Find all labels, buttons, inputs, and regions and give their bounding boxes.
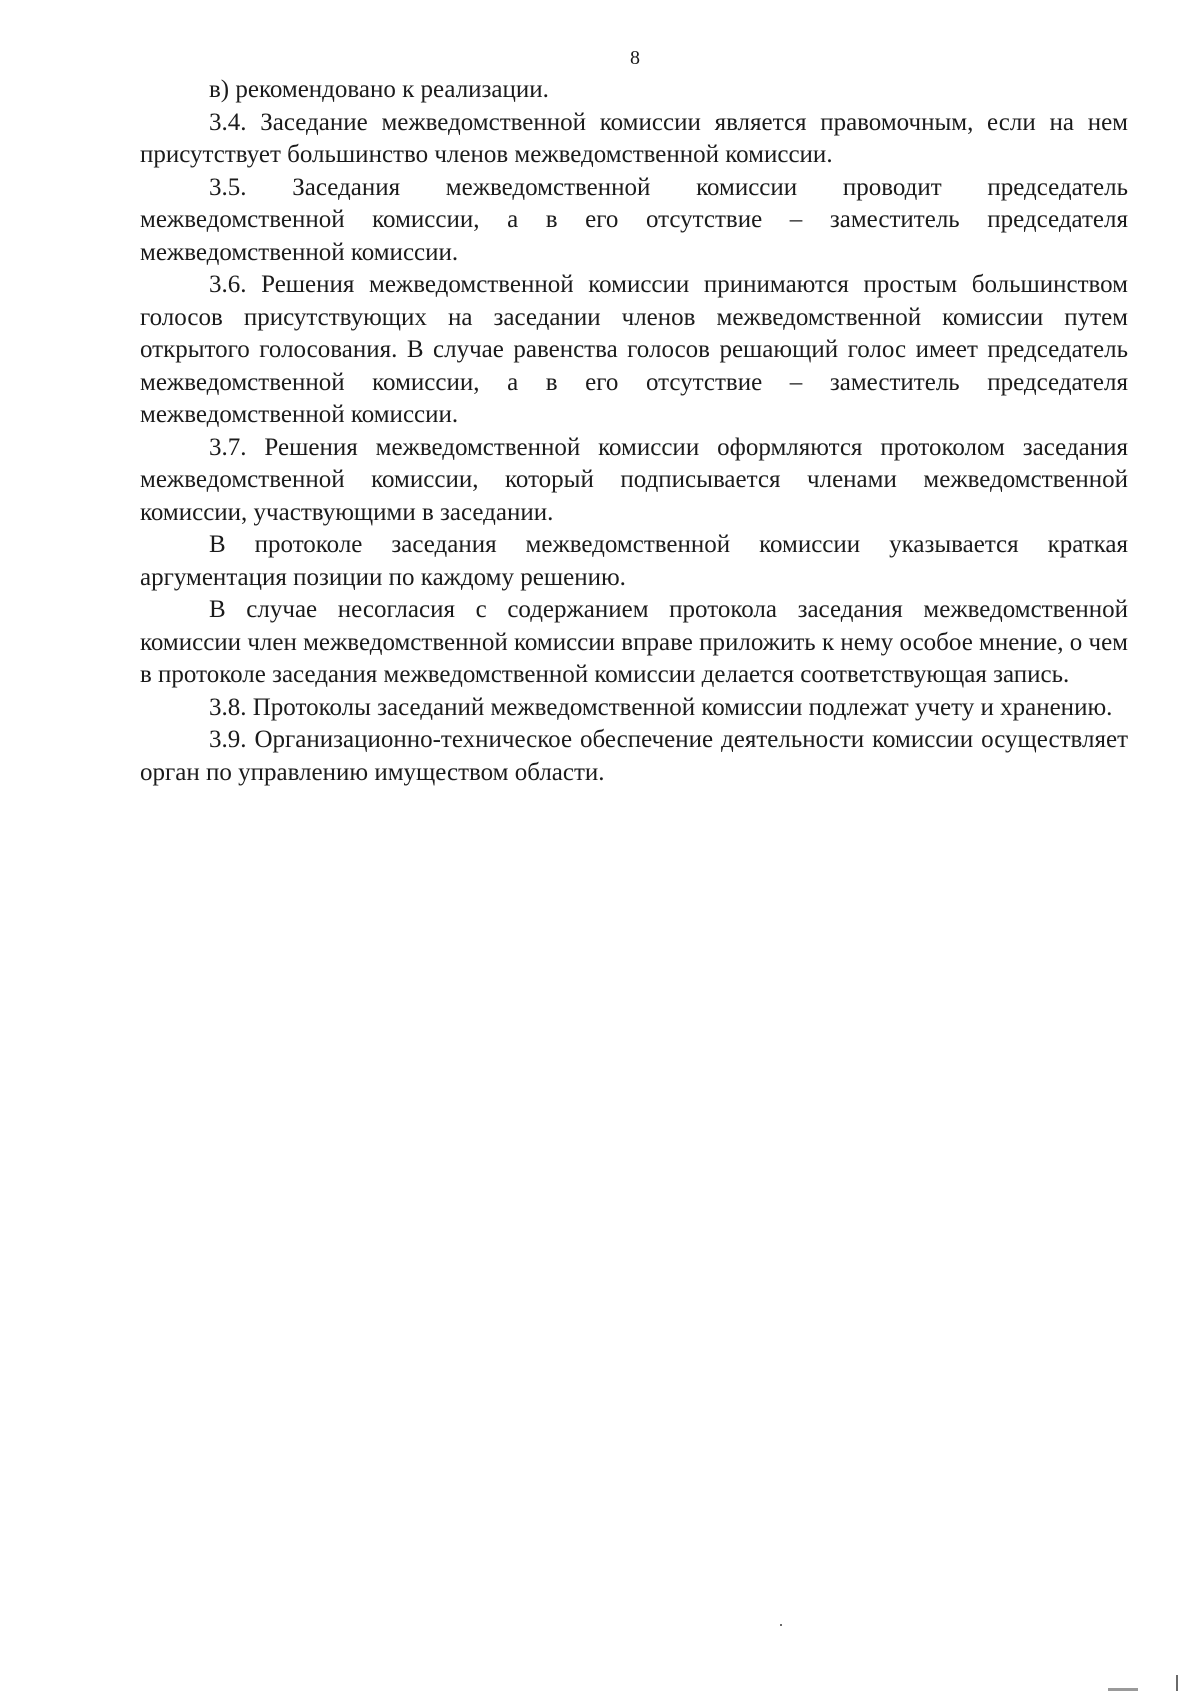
document-body	[140, 74, 1128, 789]
paragraph-3-4: 3.4. Заседание межведомственной комиссии является правомочным, если на нем присутствует большинство членов межведомственной комиссии.	[140, 108, 1128, 168]
paragraph-3-9: 3.9. Организационно-техническое обеспечение деятельности комиссии осуществляет орган по управлению имуществом области.	[140, 726, 1128, 786]
page-number: 8	[630, 47, 640, 69]
scan-artifact-dot	[780, 1624, 782, 1626]
paragraph-3-7-argumentation: В протоколе заседания межведомственной комиссии указывается краткая аргументация позиции по каждому решению.	[140, 531, 1128, 591]
scan-artifact-edge	[1176, 1675, 1178, 1691]
paragraph-3-7: 3.7. Решения межведомственной комиссии оформляются протоколом заседания межведомственной комиссии, который подписывается членами межведомственной комиссии, участвующими в заседании.	[140, 433, 1128, 526]
paragraph-3-6: 3.6. Решения межведомственной комиссии принимаются простым большинством голосов присутствующих на заседании членов межведомственной комиссии путем открытого голосования. В случае равенства голосов решающий голос имеет председатель межведомственной комиссии, а в его отсутствие – заместитель председателя межведомственной комиссии.	[140, 271, 1128, 428]
paragraph-3-7-dissent: В случае несогласия с содержанием протокола заседания межведомственной комиссии член межведомственной комиссии вправе приложить к нему особое мнение, о чем в протоколе заседания межведомственной комиссии делается соответствующая запись.	[140, 596, 1128, 688]
paragraph-3-8: 3.8. Протоколы заседаний межведомственной комиссии подлежат учету и хранению.	[209, 693, 1113, 721]
paragraph-item-v: в) рекомендовано к реализации.	[209, 76, 549, 103]
scan-artifact-ticks	[1108, 1688, 1138, 1691]
paragraph-3-5: 3.5. Заседания межведомственной комиссии проводит председатель межведомственной комиссии, а в его отсутствие – заместитель председателя межведомственной комиссии.	[140, 173, 1128, 266]
